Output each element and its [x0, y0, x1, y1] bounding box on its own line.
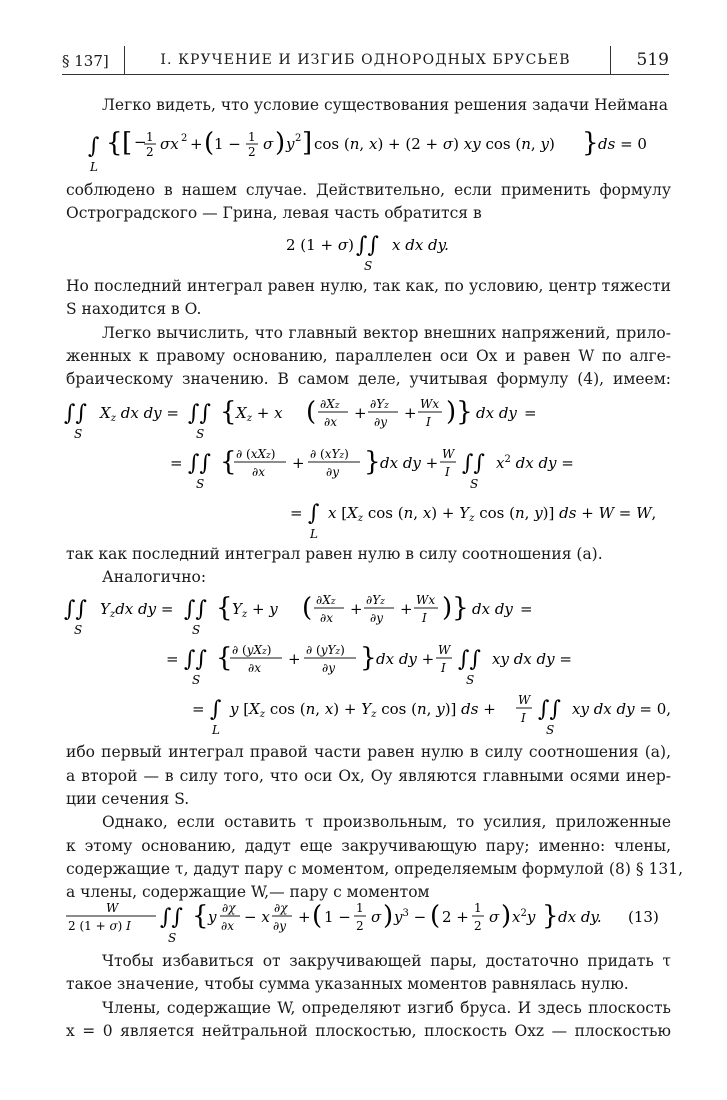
- svg-text:∫∫: ∫∫: [458, 647, 481, 672]
- svg-text:∫∫: ∫∫: [356, 233, 379, 258]
- svg-text:− x: − x: [244, 908, 270, 926]
- svg-text:y: y: [286, 135, 295, 153]
- svg-text:2 (1 + σ): 2 (1 + σ): [286, 236, 354, 254]
- svg-text:∂Xz: ∂Xz: [316, 593, 336, 607]
- svg-text:)}: )}: [446, 397, 473, 427]
- svg-text:]: ]: [302, 129, 313, 158]
- svg-text:dx dy +: dx dy +: [376, 650, 435, 668]
- text-line: такое значение, чтобы сумма указанных моментов равнялась нулю.: [66, 975, 629, 993]
- svg-text:S: S: [192, 673, 201, 687]
- svg-text:∂χ: ∂χ: [222, 901, 236, 915]
- svg-text:(: (: [312, 901, 323, 931]
- svg-text:}: }: [364, 447, 381, 477]
- svg-text:=: =: [192, 700, 205, 718]
- svg-text:{: {: [220, 397, 237, 427]
- running-header: [62, 46, 669, 74]
- header-section: § 137]: [62, 52, 109, 70]
- svg-text:S: S: [364, 259, 373, 272]
- svg-text:+: +: [190, 135, 203, 153]
- svg-text:∂y: ∂y: [322, 661, 335, 675]
- svg-text:∂y: ∂y: [273, 919, 286, 933]
- svg-text:W: W: [442, 447, 455, 461]
- svg-text:∂ (yXz): ∂ (yXz): [232, 643, 272, 657]
- text-line: Остроградского — Грина, левая часть обратится в: [66, 204, 482, 222]
- svg-text:dx dy: dx dy: [472, 600, 513, 618]
- svg-text:∫: ∫: [88, 134, 100, 159]
- svg-text:∫∫: ∫∫: [184, 647, 207, 672]
- svg-text:(: (: [302, 593, 313, 623]
- text-line: S находится в O.: [66, 300, 202, 318]
- svg-text:+: +: [288, 650, 301, 668]
- svg-text:=: =: [524, 404, 537, 422]
- svg-text:S: S: [196, 427, 205, 441]
- equation-green: [286, 228, 466, 276]
- svg-text:∫∫: ∫∫: [64, 597, 87, 622]
- svg-text:∂x: ∂x: [320, 611, 333, 625]
- svg-text:=: =: [170, 454, 183, 472]
- svg-text:1 −: 1 −: [214, 135, 241, 153]
- text-line: так как последний интеграл равен нулю в силу соотношения (а).: [66, 545, 603, 563]
- svg-text:σx: σx: [160, 135, 179, 153]
- svg-text:=: =: [166, 650, 179, 668]
- svg-text:1: 1: [474, 901, 482, 915]
- svg-text:∫∫: ∫∫: [538, 697, 561, 722]
- text-line: содержащие τ, дадут пару с моментом, определяемым формулой (8) § 131,: [66, 860, 684, 878]
- svg-text:W: W: [106, 901, 119, 915]
- svg-text:}: }: [542, 901, 559, 931]
- svg-text:S: S: [74, 623, 83, 637]
- svg-text:2: 2: [474, 919, 482, 933]
- svg-text:{: {: [106, 129, 123, 158]
- svg-text:L: L: [212, 723, 220, 737]
- equation-moment: [66, 898, 676, 952]
- svg-text:∫: ∫: [308, 501, 320, 526]
- svg-text:1 −: 1 −: [324, 908, 351, 926]
- svg-text:dx dy.: dx dy.: [558, 908, 602, 926]
- text-line: Однако, если оставить τ произвольным, то усилия, приложенные: [102, 813, 671, 831]
- svg-text:)}: )}: [442, 593, 469, 623]
- svg-text:2: 2: [146, 145, 154, 159]
- svg-text:∂y: ∂y: [370, 611, 383, 625]
- svg-text:2: 2: [356, 919, 364, 933]
- svg-text:x2 dx dy =: $x^2$ dx dy =: [496, 454, 574, 472]
- svg-text:1: 1: [356, 901, 364, 915]
- svg-text:Wx: Wx: [420, 397, 440, 411]
- equation-yz-block: [64, 592, 674, 746]
- svg-text:2 (1 + σ) I: 2 (1 + σ) I: [68, 919, 131, 933]
- svg-text:+: +: [400, 600, 413, 618]
- svg-text:{: {: [220, 447, 237, 477]
- svg-text:Wx: Wx: [416, 593, 436, 607]
- svg-text:+: +: [404, 404, 417, 422]
- text-line: соблюдено в нашем случае. Действительно, если применить формулу: [66, 181, 671, 199]
- svg-text:2: 2: [248, 145, 256, 159]
- svg-text:∂x: ∂x: [248, 661, 261, 675]
- svg-text:S: S: [192, 623, 201, 637]
- svg-text:+: +: [298, 908, 311, 926]
- svg-text:W: W: [438, 643, 451, 657]
- svg-text:I: I: [426, 415, 431, 429]
- svg-text:(: (: [204, 129, 215, 158]
- svg-text:{: {: [192, 901, 209, 931]
- svg-text:σ: σ: [263, 135, 274, 153]
- text-line: Но последний интеграл равен нулю, так как, по условию, центр тяжести: [66, 277, 671, 295]
- green-svg: [286, 228, 466, 272]
- svg-text:−: −: [134, 133, 147, 151]
- svg-text:σ: σ: [489, 908, 500, 926]
- svg-text:x [Xz cos (n, x) + Yz cos (n,: x [$X_z$ cos (n, $x) + Y_z$ cos (n, y)] ds + W = W,: [328, 504, 657, 524]
- svg-text:y3 −: $y^3$ −: [394, 908, 427, 926]
- text-line: Легко вычислить, что главный вектор внешних напряжений, прило-: [102, 324, 671, 342]
- svg-text:∂χ: ∂χ: [274, 901, 288, 915]
- svg-text:∂x: ∂x: [252, 465, 265, 479]
- text-line: а члены, содержащие W,— пару с моментом: [66, 883, 430, 901]
- svg-text:2: 2: [295, 133, 302, 144]
- svg-text:+: +: [354, 404, 367, 422]
- svg-text:∫∫: ∫∫: [462, 451, 485, 476]
- svg-text:+: +: [350, 600, 363, 618]
- svg-text:dx dy +: dx dy +: [380, 454, 439, 472]
- svg-text:Xz dx dy =: $X_z$ dx dy =: [100, 404, 179, 424]
- svg-text:∫∫: ∫∫: [160, 905, 183, 930]
- text-line: Легко видеть, что условие существования решения задачи Неймана: [102, 96, 668, 114]
- svg-text:): ): [501, 901, 512, 931]
- svg-text:2: 2: [181, 133, 188, 144]
- svg-text:∫∫: ∫∫: [64, 401, 87, 426]
- svg-text:S: S: [74, 427, 83, 441]
- xz-svg: [64, 396, 674, 546]
- svg-text:Yz + y: $Y_z + y$: [232, 600, 278, 620]
- svg-text:2 +: 2 +: [442, 908, 469, 926]
- svg-text:S: S: [168, 931, 177, 945]
- svg-text:}: }: [360, 643, 377, 673]
- header-rule: [62, 74, 669, 75]
- svg-text:1: 1: [146, 130, 154, 144]
- svg-text:S: S: [466, 673, 475, 687]
- svg-text:{: {: [216, 643, 233, 673]
- text-line: женных к правому основанию, параллелен оси Ox и равен W по алге-: [66, 347, 671, 365]
- svg-text:dx dy: dx dy: [476, 404, 517, 422]
- svg-text:L: L: [310, 527, 318, 541]
- svg-text:L: L: [90, 160, 98, 173]
- svg-text:y: y: [208, 908, 217, 926]
- svg-text:S: S: [196, 477, 205, 491]
- svg-text:∂x: ∂x: [221, 919, 234, 933]
- svg-text:∂Xz: ∂Xz: [320, 397, 340, 411]
- svg-text:=: =: [520, 600, 533, 618]
- svg-text:I: I: [521, 711, 526, 725]
- svg-text:∫∫: ∫∫: [188, 401, 211, 426]
- svg-text:S: S: [546, 723, 555, 737]
- text-line: ибо первый интеграл правой части равен нулю в силу соотношения (а),: [66, 743, 671, 761]
- svg-text:cos (n, x) + (2 + σ) xy cos (: cos (n, x) + (2 + σ) xy cos (n, y): [314, 135, 555, 153]
- svg-text:∂ (yYz): ∂ (yYz): [306, 643, 345, 657]
- svg-text:1: 1: [248, 130, 256, 144]
- svg-text:∂y: ∂y: [326, 465, 339, 479]
- svg-text:S: S: [470, 477, 479, 491]
- text-line: x = 0 является нейтральной плоскостью, плоскость Oxz — плоскостью: [66, 1022, 671, 1040]
- svg-text:x2y: $x^2y$: [512, 908, 536, 926]
- neumann-svg: [88, 129, 648, 173]
- header-divider-right: [610, 46, 611, 74]
- text-line: Члены, содержащие W, определяют изгиб бруса. И здесь плоскость: [102, 999, 671, 1017]
- svg-text:∫: ∫: [210, 697, 222, 722]
- svg-text:y [Xz cos (n, x) + Yz cos (n,: y [$X_z$ cos (n, $x) + Y_z$ cos (n, y)] ds +: [230, 700, 496, 720]
- svg-text:Xz + x: $X_z + x$: [236, 404, 283, 424]
- svg-text:[: [: [122, 129, 133, 158]
- svg-text:W: W: [518, 693, 531, 707]
- svg-text:): ): [275, 129, 286, 158]
- svg-text:∂Yz: ∂Yz: [370, 397, 389, 411]
- svg-text:I: I: [422, 611, 427, 625]
- svg-text:+: +: [292, 454, 305, 472]
- text-line: браическому значению. В самом деле, учитывая формулу (4), имеем:: [66, 370, 671, 388]
- svg-text:(: (: [430, 901, 441, 931]
- svg-text:∂y: ∂y: [374, 415, 387, 429]
- yz-svg: [64, 592, 674, 742]
- svg-text:∫∫: ∫∫: [188, 451, 211, 476]
- svg-text:σ: σ: [371, 908, 382, 926]
- text-line: Чтобы избавиться от закручивающей пары, достаточно придать τ: [102, 952, 671, 970]
- page-number: 519: [636, 50, 669, 70]
- svg-text:x dx dy.: x dx dy.: [392, 236, 449, 254]
- svg-text:{: {: [216, 593, 233, 623]
- equation-xz-block: [64, 396, 674, 550]
- svg-text:xy dx dy = 0,: xy dx dy = 0,: [572, 700, 672, 718]
- svg-text:(: (: [306, 397, 317, 427]
- svg-text:∂Yz: ∂Yz: [366, 593, 385, 607]
- svg-text:I: I: [445, 465, 450, 479]
- text-line: а второй — в силу того, что оси Ox, Oy являются главными осями инер-: [66, 767, 671, 785]
- svg-text:): ): [383, 901, 394, 931]
- svg-text:I: I: [441, 661, 446, 675]
- header-title: I. КРУЧЕНИЕ И ИЗГИБ ОДНОРОДНЫХ БРУСЬЕВ: [160, 52, 571, 68]
- svg-text:=: =: [290, 504, 303, 522]
- text-line: ции сечения S.: [66, 790, 190, 808]
- moment-svg: [66, 898, 676, 948]
- svg-text:ds = 0: ds = 0: [598, 135, 647, 153]
- equation-number: (13): [628, 908, 659, 926]
- svg-text:∂x: ∂x: [324, 415, 337, 429]
- text-line: Аналогично:: [102, 568, 207, 586]
- svg-text:xy dx dy =: xy dx dy =: [492, 650, 572, 668]
- svg-text:∂ (xXz): ∂ (xXz): [236, 447, 276, 461]
- svg-text:}: }: [582, 129, 599, 158]
- text-line: к этому основанию, дадут еще закручивающую пару; именно: члены,: [66, 837, 671, 855]
- svg-text:∫∫: ∫∫: [184, 597, 207, 622]
- svg-text:∂ (xYz): ∂ (xYz): [310, 447, 349, 461]
- svg-text:Yzdx dy =: $Y_zdx$ dy =: [100, 600, 174, 620]
